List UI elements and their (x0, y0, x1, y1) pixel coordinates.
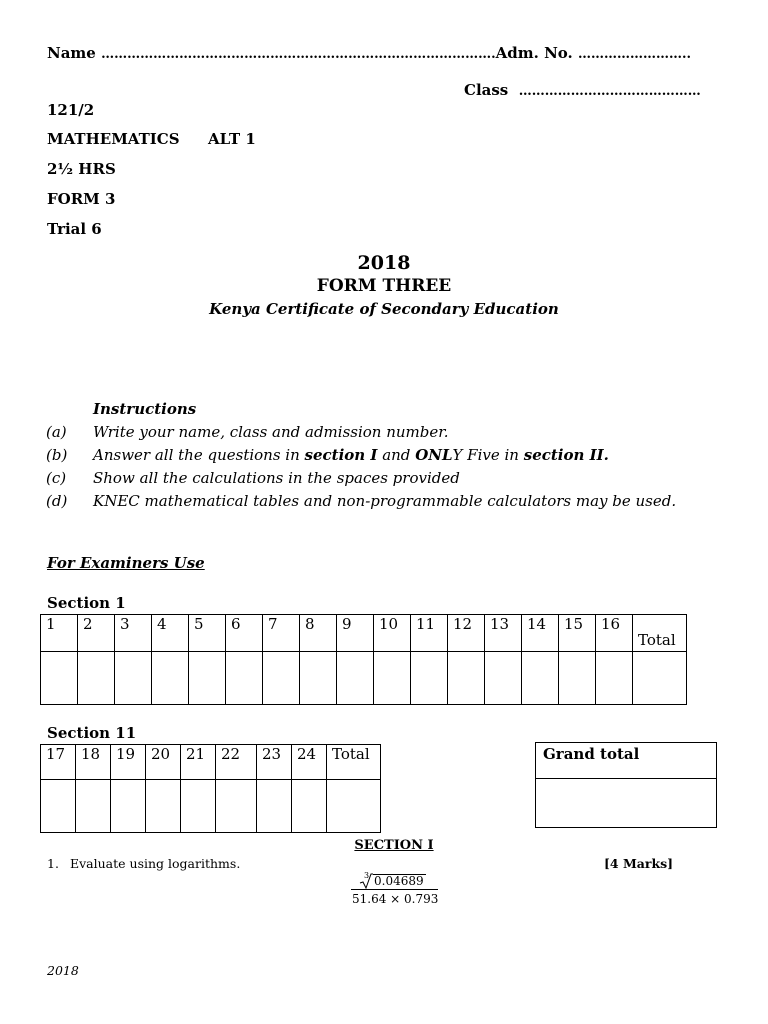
score-cell[interactable] (522, 652, 559, 705)
score-cell[interactable] (41, 652, 78, 705)
instruction-d-marker: (d) (46, 492, 68, 510)
section1-col: 12 (448, 615, 485, 652)
title-year: 2018 (357, 252, 411, 274)
grand-total-cell[interactable] (535, 778, 717, 828)
section1-col: 4 (152, 615, 189, 652)
section2-col: 24 (292, 745, 327, 780)
paper-duration: 2½ HRS (47, 160, 116, 178)
section2-score-table (40, 744, 381, 833)
section-heading: SECTION I (354, 838, 434, 853)
instruction-c-marker: (c) (46, 469, 67, 487)
score-cell[interactable] (78, 652, 115, 705)
section1-col: 13 (485, 615, 522, 652)
section1-col: 9 (337, 615, 374, 652)
score-cell[interactable] (115, 652, 152, 705)
section1-score-table (40, 614, 687, 705)
paper-form: FORM 3 (47, 190, 116, 208)
score-cell[interactable] (448, 652, 485, 705)
score-cell[interactable] (292, 780, 327, 833)
score-cell[interactable] (181, 780, 216, 833)
score-cell[interactable] (257, 780, 292, 833)
score-cell[interactable] (189, 652, 226, 705)
section2-total-cell[interactable] (327, 780, 381, 833)
section2-col: 21 (181, 745, 216, 780)
section2-col: 18 (76, 745, 111, 780)
grand-total-label: Grand total (543, 745, 640, 763)
examiners-heading: For Examiners Use (47, 554, 205, 572)
score-cell[interactable] (596, 652, 633, 705)
q1-number: 1. (47, 856, 59, 871)
instruction-c-text: Show all the calculations in the spaces provided (93, 469, 460, 487)
paper-trial: Trial 6 (47, 220, 102, 238)
paper-code: 121/2 (47, 101, 95, 119)
footer-year: 2018 (47, 963, 79, 978)
section1-total-cell[interactable] (633, 652, 687, 705)
q1-numerator: 0.04689 (374, 874, 424, 888)
section1-col: 1 (41, 615, 78, 652)
paper-subject (47, 130, 256, 148)
q1-denominator: 51.64 × 0.793 (352, 892, 439, 906)
instruction-b-bold-section2: section II. (523, 446, 609, 464)
alt-label: ALT 1 (208, 130, 256, 148)
section1-header-row (41, 615, 687, 652)
subject-label: MATHEMATICS (47, 130, 180, 148)
section1-col: 8 (300, 615, 337, 652)
adm-label: Adm. No. (495, 44, 573, 62)
score-cell[interactable] (559, 652, 596, 705)
title-certificate: Kenya Certificate of Secondary Education (209, 300, 559, 318)
grand-total-header (535, 742, 717, 779)
instructions-heading: Instructions (93, 400, 197, 418)
instruction-b-text (93, 446, 609, 464)
instruction-b-bold-section1: section I (304, 446, 378, 464)
instruction-d-text: KNEC mathematical tables and non-programmable calculators may be used. (93, 492, 677, 510)
name-line (47, 44, 691, 62)
class-dots: …………………………………… (518, 84, 701, 99)
score-cell[interactable] (111, 780, 146, 833)
instruction-a-marker: (a) (46, 423, 67, 441)
section1-col: 7 (263, 615, 300, 652)
section2-col: 17 (41, 745, 76, 780)
score-cell[interactable] (374, 652, 411, 705)
score-cell[interactable] (152, 652, 189, 705)
name-label: Name (47, 44, 96, 62)
section2-score-row (41, 780, 381, 833)
fraction-bar (351, 889, 438, 890)
section1-score-row (41, 652, 687, 705)
section2-col: 23 (257, 745, 292, 780)
score-cell[interactable] (216, 780, 257, 833)
instruction-b-marker: (b) (46, 446, 68, 464)
score-cell[interactable] (300, 652, 337, 705)
score-cell[interactable] (337, 652, 374, 705)
q1-text: Evaluate using logarithms. (70, 856, 241, 871)
section1-col: 15 (559, 615, 596, 652)
section2-col: 20 (146, 745, 181, 780)
instruction-b-mid2: Y Five in (452, 446, 524, 464)
section1-col: 16 (596, 615, 633, 652)
score-cell[interactable] (226, 652, 263, 705)
section2-col: 19 (111, 745, 146, 780)
section1-col: 2 (78, 615, 115, 652)
section1-total-header: Total (633, 615, 687, 652)
section1-col: 14 (522, 615, 559, 652)
section1-col: 5 (189, 615, 226, 652)
section1-col: 3 (115, 615, 152, 652)
instruction-b-mid: and (377, 446, 416, 464)
instruction-a-text: Write your name, class and admission number. (93, 423, 449, 441)
root-index: 3 (364, 871, 370, 880)
class-label: Class (464, 81, 509, 99)
class-line (464, 81, 701, 99)
name-dots: ………………………………………………………………………………. (101, 47, 496, 62)
adm-dots: …………………….. (577, 47, 692, 62)
section2-col: 22 (216, 745, 257, 780)
section1-label: Section 1 (47, 594, 126, 612)
section2-header-row (41, 745, 381, 780)
q1-expression (340, 870, 450, 910)
section1-col: 6 (226, 615, 263, 652)
q1-marks: [4 Marks] (604, 856, 674, 871)
title-form: FORM THREE (316, 276, 452, 296)
section2-total-header: Total (327, 745, 381, 780)
score-cell[interactable] (146, 780, 181, 833)
section1-col: 11 (411, 615, 448, 652)
score-cell[interactable] (76, 780, 111, 833)
instruction-b-bold-only: ONL (415, 446, 453, 464)
section2-label: Section 11 (47, 724, 137, 742)
score-cell[interactable] (485, 652, 522, 705)
instruction-b-pre: Answer all the questions in (93, 446, 305, 464)
score-cell[interactable] (263, 652, 300, 705)
score-cell[interactable] (41, 780, 76, 833)
radical-sign-icon (359, 873, 373, 889)
section1-col: 10 (374, 615, 411, 652)
score-cell[interactable] (411, 652, 448, 705)
